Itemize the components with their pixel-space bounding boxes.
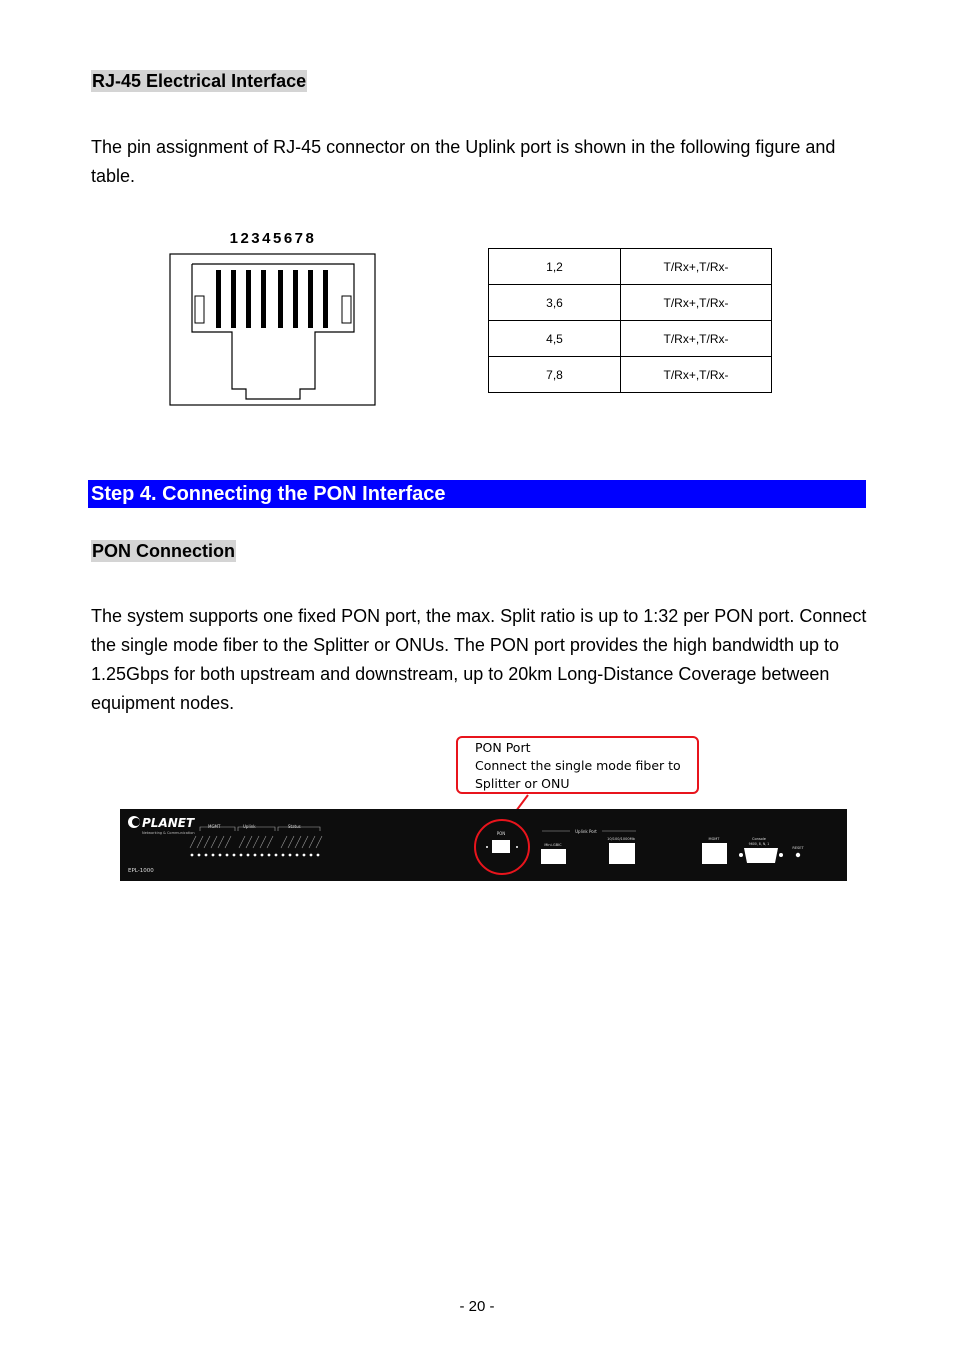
table-row (489, 357, 772, 393)
led-group-status: Status (288, 824, 301, 829)
reset-button[interactable] (796, 853, 800, 857)
table-row (489, 249, 772, 285)
pon-port-callout (456, 736, 699, 794)
model-name: EPL-1000 (128, 868, 154, 874)
section-heading-rj45: RJ-45 Electrical Interface (92, 71, 307, 91)
pon-port[interactable] (492, 840, 510, 853)
brand-name: PLANET (142, 816, 195, 830)
table-row (489, 285, 772, 321)
mgmt-port-label: MGMT (708, 837, 720, 841)
pon-description-paragraph: The system supports one fixed PON port, the max. Split ratio is up to 1:32 per PON port. Connect the single mode fiber to the Splitter or ONUs. The PON port provides the high bandwidth up to 1.25Gbps for both upstream and downstream, up to 20km Long-Distance Coverage between equipment nodes. (91, 606, 867, 713)
signal-cell: T/Rx+,T/Rx- (621, 357, 772, 393)
mgmt-port[interactable] (702, 843, 727, 864)
uplink-port-label: Uplink Port (575, 829, 597, 834)
console-port[interactable] (744, 848, 778, 863)
led-group-mgmt: MGMT (208, 824, 221, 829)
signal-cell: T/Rx+,T/Rx- (621, 321, 772, 357)
signal-cell: T/Rx+,T/Rx- (621, 249, 772, 285)
rj45-connector-drawing (160, 224, 390, 414)
callout-line-1: PON Port (475, 740, 531, 755)
mini-gbic-label: Mini-GBIC (544, 843, 562, 847)
signal-cell: T/Rx+,T/Rx- (621, 285, 772, 321)
uplink-rj45-port[interactable] (609, 843, 635, 864)
brand-subtitle: Networking & Communication (142, 831, 195, 835)
pon-port-label: PON (496, 831, 506, 836)
section-heading-pon: PON Connection (92, 541, 235, 561)
pin-cell: 4,5 (489, 321, 621, 357)
page-number: - 20 - (459, 1298, 495, 1315)
device-front-panel (120, 794, 850, 884)
rj45-connector-figure (160, 224, 390, 414)
step4-title-bar: Step 4. Connecting the PON Interface (88, 480, 866, 508)
console-port-label: Console (752, 837, 766, 841)
pin-cell: 1,2 (489, 249, 621, 285)
pin-number-label: 12345678 (229, 230, 317, 247)
pin-assignment-table (488, 248, 772, 393)
rj45-intro-paragraph: The pin assignment of RJ-45 connector on the Uplink port is shown in the following figure and table. (91, 137, 836, 186)
mini-gbic-port[interactable] (541, 849, 566, 864)
table-row (489, 321, 772, 357)
rj45-speed-label: 10/100/1000Mb (607, 837, 635, 841)
pin-cell: 7,8 (489, 357, 621, 393)
console-settings-label: 9600, 8, N, 1 (748, 842, 770, 846)
callout-line-2: Connect the single mode fiber to (475, 758, 681, 773)
callout-line-3: Splitter or ONU (475, 776, 570, 791)
pin-cell: 3,6 (489, 285, 621, 321)
device-panel-drawing (120, 794, 850, 884)
reset-label: RESET (792, 846, 804, 850)
led-group-uplink: Uplink (243, 824, 256, 829)
